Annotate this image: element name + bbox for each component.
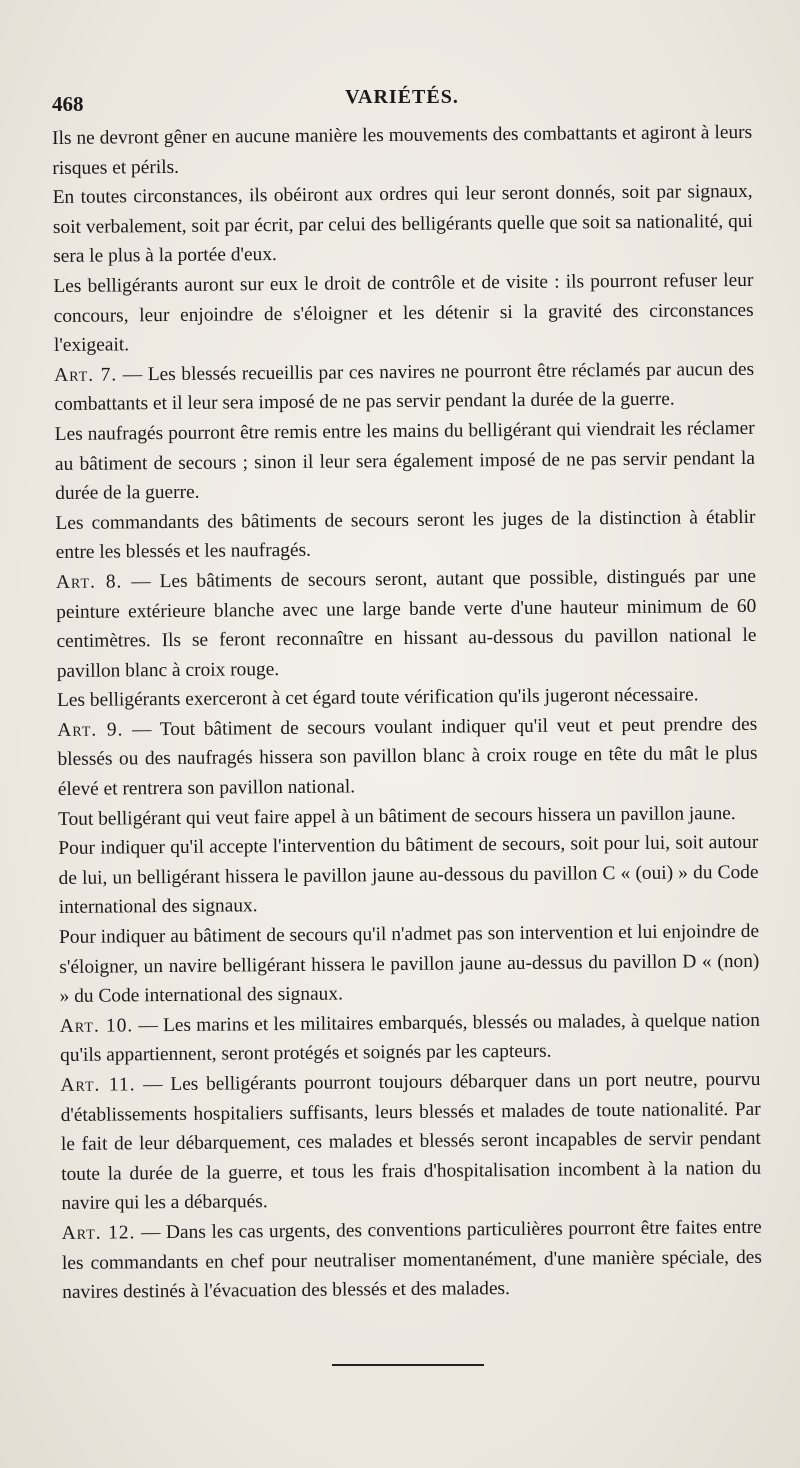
body-text [52,118,762,1308]
paragraph-text: Les commandants des bâtiments de secours seront les juges de la distinction à établir entre les blessés et les naufragés. [55,506,756,564]
article-label: Art. 11. [60,1074,136,1096]
paragraph-text: Les belligérants auront sur eux le droit de contrôle et de visite : ils pourront refuser leur concours, leur enjoindre de s'éloigner et les détenir si la gravité des circonstances l'exigeait. [53,269,754,357]
article-label: Art. 10. [59,1015,134,1037]
paragraph-text: Tout belligérant qui veut faire appel à un bâtiment de secours hissera un pavillon jaune. [57,802,736,830]
paragraph-text: — Les blessés recueillis par ces navires ne pourront être réclamés par aucun des combattants et il leur sera imposé de ne pas servir pendant la durée de la guerre. [54,358,755,416]
paragraph [55,414,756,509]
paragraph-text: En toutes circonstances, ils obéiront aux ordres qui leur seront donnés, soit par signaux, soit verbalement, soit par écrit, par celui des belligérants quelle que soit sa nationalité, qui sera le plus à la portée d'eux. [52,181,753,268]
paragraph [52,118,752,183]
article-paragraph [60,1065,761,1219]
article-label: Art. 9. [57,719,124,741]
page-header [52,82,752,122]
article-label: Art. 12. [61,1222,136,1244]
article-paragraph [56,562,757,686]
paragraph-text: Les naufragés pourront être remis entre les mains du belligérant qui viendrait les réclamer au bâtiment de secours ; sinon il leur sera également imposé de ne pas servir pendant la durée de la guerre. [54,417,756,505]
article-paragraph [60,1006,760,1071]
paragraph-text: — Les belligérants pourront toujours débarquer dans un port neutre, pourvu d'établissements hospitaliers suffisants, leurs blessés et malades de toute nationalité. Par le fait de leur débarquement, ces malades et blessés seront incapables de servir pendant toute la durée de la guerre, et tous les frais d'hospitalisation incombent à la nation du navire qui les a débarqués. [60,1068,762,1215]
paragraph-text: — Les bâtiments de secours seront, autant que possible, distingués par une peinture extérieure blanche avec une large bande verte d'une hauteur minimum de 60 centimètres. Ils se feront reconnaître en hissant au-dessous du pavillon national le pavillon blanc à croix rouge. [56,565,757,682]
paragraph-text: Pour indiquer qu'il accepte l'intervention du bâtiment de secours, soit pour lui, soit autour de lui, un belligérant hissera le pavillon jaune au-dessous du pavillon C « (oui) » du Code international des signaux. [58,832,759,919]
article-paragraph [62,1213,763,1308]
article-paragraph [54,355,754,420]
paragraph [55,503,755,568]
paragraph [53,266,754,361]
paragraph [59,917,760,1012]
paragraph-text: Ils ne devront gêner en aucune manière les mouvements des combattants et agiront à leurs risques et périls. [52,121,753,179]
paragraph-text: Les belligérants exerceront à cet égard toute vérification qu'ils jugeront nécessaire. [56,684,699,712]
paragraph [58,828,759,923]
section-divider [332,1364,484,1366]
article-paragraph [57,710,758,805]
article-label: Art. 8. [55,571,123,593]
paragraph-text: Pour indiquer au bâtiment de secours qu'il n'admet pas son intervention et lui enjoindre de s'éloigner, un navire belligérant hissera le pavillon jaune au-dessus du pavillon D « (non) » du Code international des signaux. [59,920,760,1008]
running-head: VARIÉTÉS. [345,86,459,108]
paragraph [53,177,754,272]
article-label: Art. 7. [54,364,118,386]
paragraph-text: — Tout bâtiment de secours voulant indiquer qu'il veut et peut prendre des blessés ou des naufragés hissera son pavillon blanc à croix rouge en tête du mât le plus élevé et rentrera son pavillon national. [57,713,758,801]
paragraph-text: — Les marins et les militaires embarqués, blessés ou malades, à quelque nation qu'ils appartiennent, seront protégés et soignés par les capteurs. [60,1009,760,1067]
paragraph-text: — Dans les cas urgents, des conventions particulières pourront être faites entre les commandants en chef pour neutraliser momentanément, d'une manière spéciale, des navires destinés à l'évacuation des blessés et des malades. [61,1216,763,1304]
page-number: 468 [52,92,84,116]
